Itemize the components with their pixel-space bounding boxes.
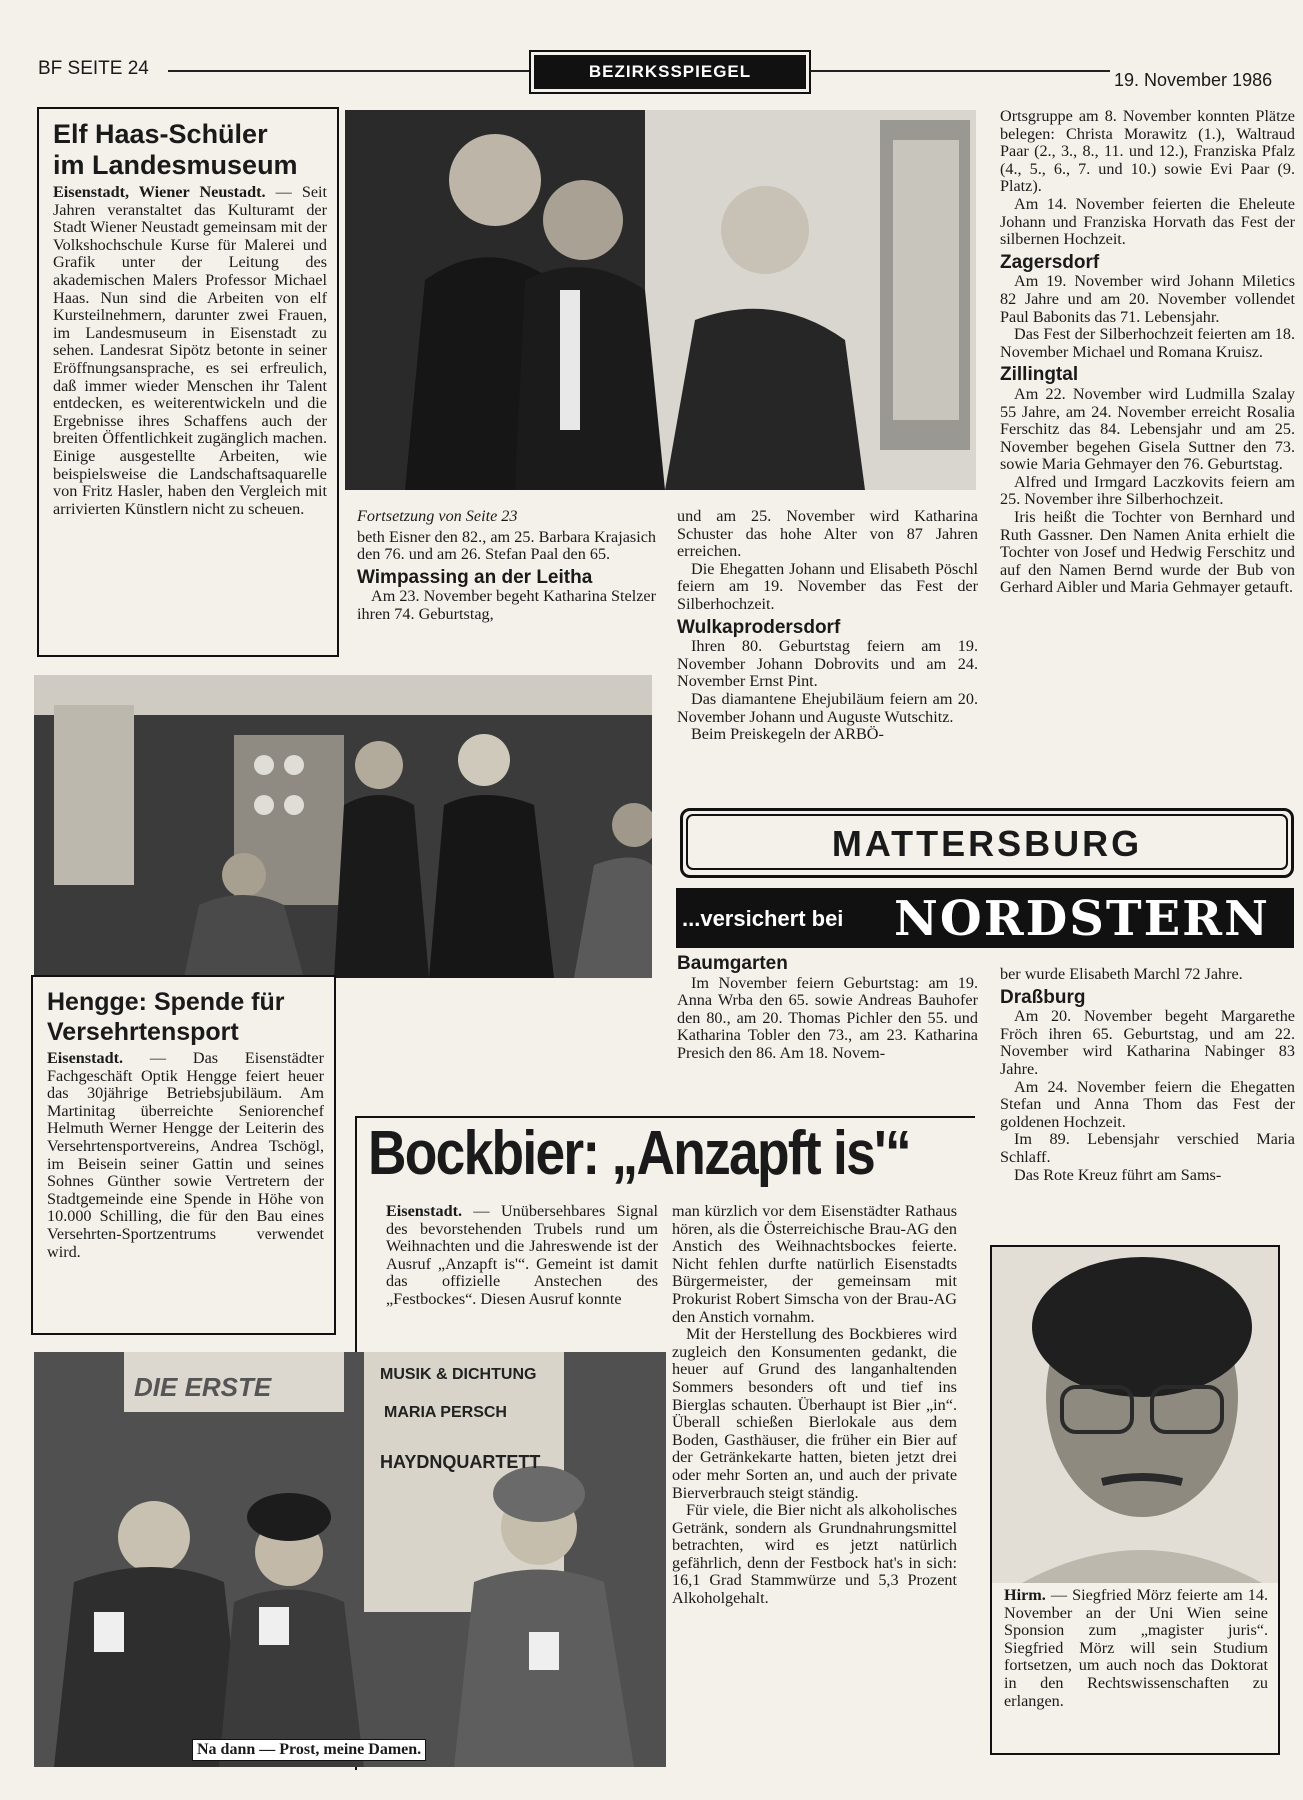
haas-headline	[53, 119, 327, 181]
haas-headline-line2: im Landesmuseum	[53, 150, 298, 180]
col2-p2: Am 23. November begeht Katharina Stelzer ihren 74. Geburtstag,	[357, 587, 656, 623]
col4-p7: Iris heißt die Tochter von Bernhard und Ruth Gassner. Den Namen Anita erhielt die Tochter von Josef und Hedwig Ferschitz und auf den Namen Bernd wurde der Bub von Gerhard Aibler und Maria Gehmayer getauft.	[1000, 508, 1295, 597]
col4b-p1: ber wurde Elisabeth Marchl 72 Jahre.	[1000, 965, 1243, 983]
beer-photo	[34, 1352, 666, 1767]
masthead-rule-right	[810, 70, 1110, 72]
col4-p4: Das Fest der Silberhochzeit feierten am 18. November Michael und Romana Kruisz.	[1000, 325, 1295, 361]
museum-photo-image	[345, 110, 976, 490]
beer-photo-image	[34, 1352, 666, 1767]
heading-drassburg: Draßburg	[1000, 986, 1086, 1008]
moerz-body: — Siegfried Mörz feierte am 14. November an der Uni Wien seine Sponsion zum „magister juris“. Siegfried Mörz will sein Studium fortsetzen, um auch noch das Doktorat in den Rechtswissenschaften zu erlangen.	[1004, 1586, 1268, 1710]
col4-p1: Ortsgruppe am 8. November konnten Plätze belegen: Christa Morawitz (1.), Waltraud Paar (2., 3., 8., 11. und 12.), Franziska Pfalz (4., 5., 6., 7. und 10.) sowie Evi Paar (9. Platz).	[1000, 107, 1295, 196]
beer-photo-poster-3: HAYDNQUARTETT	[380, 1452, 541, 1472]
nordstern-bar	[676, 888, 1294, 948]
hengge-headline-line1: Hengge: Spende für	[47, 988, 285, 1016]
haas-dateline: Eisenstadt, Wiener Neustadt.	[53, 183, 266, 201]
shop-photo	[34, 675, 652, 978]
col4b-p3: Am 24. November feiern die Ehegatten Stefan und Anna Thom das Fest der goldenen Hochzeit.	[1000, 1077, 1295, 1131]
heading-wimpassing: Wimpassing an der Leitha	[357, 566, 593, 588]
col3	[677, 508, 978, 744]
hengge-headline-line2: Versehrtensport	[47, 1018, 239, 1046]
beer-photo-poster-2: MARIA PERSCH	[384, 1404, 507, 1421]
bockbier-col2-p1: man kürzlich vor dem Eisenstädter Rathaus hören, als die Österreichische Brau-AG den Anstich des Weihnachtsbockes feierte. Nicht fehlen durfte natürlich Eisenstadts Bürgermeister, der gemeinsam mit Prokurist Robert Simscha von der Brau-AG den Anstich vornahm.	[672, 1202, 957, 1326]
col4b	[1000, 966, 1295, 1184]
col3-p1: und am 25. November wird Katharina Schuster das hohe Alter von 87 Jahren erreichen.	[677, 507, 978, 561]
col2-continuation	[357, 508, 656, 624]
issue-date: 19. November 1986	[1114, 70, 1273, 90]
heading-zagersdorf: Zagersdorf	[1000, 251, 1100, 273]
section-label: BEZIRKSSPIEGEL	[534, 55, 806, 89]
heading-wulkaprodersdorf: Wulkaprodersdorf	[677, 616, 841, 638]
col3-p3: Ihren 80. Geburtstag feiern am 19. November Johann Dobrovits und am 24. November Ernst Pint.	[677, 637, 978, 691]
col4-p5: Am 22. November wird Ludmilla Szalay 55 Jahre, am 24. November erreicht Rosalia Ferschitz das 84. Lebensjahr und am 25. November begehen Gisela Suttner den 73. sowie Maria Gehmayer den 76. Geburtstag.	[1000, 384, 1295, 474]
page-folio: BF SEITE 24	[38, 58, 149, 79]
baumgarten-p: Im November feiern Geburtstag: am 19. Anna Wrba den 65. sowie Andreas Bauhofer den 80., am 20. Thomas Pichler den 55. und Katharina Tobler den 73., am 23. Katharina Presich den 86. Am 18. Novem-	[677, 973, 978, 1062]
nordstern-prefix: ...versichert bei	[682, 906, 844, 931]
moerz-caption	[992, 1583, 1278, 1710]
col4-p2: Am 14. November feierten die Eheleute Johann und Franziska Horvath das Fest der silbernen Hochzeit.	[1000, 194, 1295, 249]
continued-note: Fortsetzung von Seite 23	[357, 507, 518, 525]
col4	[1000, 108, 1295, 597]
bockbier-col2-p2: Mit der Herstellung des Bockbieres wird zugleich den Konsumenten gedankt, die heuer auf Grund des langanhaltenden Sommers besonders oft und tief ins Bierglas schauten. Überhaupt ist Bier „in“. Überall schießen Bierlokale aus dem Boden, Gasthäuser, die früher ein Bier auf der Getränkekarte hatten, bieten jetzt drei oder mehr Sorten an, und auch der private Bierverbrauch steigt ständig.	[672, 1325, 957, 1502]
beer-photo-poster-1: MUSIK & DICHTUNG	[380, 1366, 537, 1383]
haas-article-box	[37, 107, 339, 657]
heading-baumgarten: Baumgarten	[677, 953, 788, 974]
moerz-dateline: Hirm.	[1004, 1586, 1046, 1604]
col4b-p5: Das Rote Kreuz führt am Sams-	[1014, 1165, 1222, 1184]
museum-photo	[345, 110, 976, 490]
hengge-headline	[47, 987, 324, 1047]
col4-p3: Am 19. November wird Johann Miletics 82 Jahre und am 20. November vollendet Paul Babonits das 71. Lebensjahr.	[1000, 272, 1295, 326]
beer-photo-sign: DIE ERSTE	[134, 1372, 272, 1402]
bockbier-col2-p3: Für viele, die Bier nicht als alkoholisches Getränk, sondern als Grundnahrungsmittel betrachten, wird es jetzt natürlich gefährlich, denn der Festbock hat's in sich: 16,1 Grad Stammwürze und 5,3 Prozent Alkoholgehalt.	[672, 1501, 957, 1608]
shop-photo-image	[34, 675, 652, 978]
hengge-dateline: Eisenstadt.	[47, 1049, 124, 1067]
moerz-portrait	[992, 1247, 1278, 1583]
hengge-body-text: — Das Eisenstädter Fachgeschäft Optik Hengge feiert heuer das 30jährige Betriebsjubiläum. Am Martinitag überreichte Seniorenchef Helmuth Werner Hengge der Leiterin des Versehrtensportvereins, Andrea Tschögl, im Beisein seiner Gattin und seines Sohnes Günther sowie Vertretern der Stadtgemeinde eine Spende in Höhe von 10.000 Schilling, die für den Bau eines Versehrten-Sportzentrums verwendet wird.	[47, 1049, 324, 1261]
heading-zillingtal: Zillingtal	[1000, 364, 1079, 386]
col3-p2: Die Ehegatten Johann und Elisabeth Pöschl feiern am 19. November das Fest der Silberhochzeit.	[677, 559, 978, 613]
haas-body	[53, 184, 327, 518]
col2-p1: beth Eisner den 82., am 25. Barbara Krajasich den 76. und am 26. Stefan Paal den 65.	[357, 527, 656, 564]
bockbier-headline: Bockbier: „Anzapft is'“	[368, 1119, 910, 1188]
col3-p5: Beim Preiskegeln der ARBÖ-	[691, 725, 884, 744]
nordstern-logo: NORDSTERN	[894, 891, 1270, 947]
bockbier-col1	[386, 1203, 658, 1309]
mattersburg-banner	[680, 808, 1294, 878]
col4-p6: Alfred und Irmgard Laczkovits feiern am 25. November ihre Silberhochzeit.	[1000, 472, 1295, 509]
hengge-body	[47, 1050, 324, 1261]
bockbier-dateline: Eisenstadt.	[386, 1202, 463, 1220]
moerz-box	[990, 1245, 1280, 1755]
col3-p4: Das diamantene Ehejubiläum feiern am 20. November Johann und Auguste Wutschitz.	[677, 689, 978, 726]
bockbier-col2	[672, 1203, 957, 1608]
beer-photo-caption: Na dann — Prost, meine Damen.	[192, 1739, 426, 1761]
masthead-rule-left	[168, 70, 532, 72]
hengge-article-box	[31, 975, 336, 1335]
col4b-p2: Am 20. November begeht Margarethe Fröch ihren 65. Geburtstag, und am 22. November wird Katharina Nabinger 83 Jahre.	[1000, 1007, 1295, 1078]
haas-headline-line1: Elf Haas-Schüler	[53, 119, 268, 149]
baumgarten	[677, 955, 978, 1063]
mattersburg-title: MATTERSBURG	[686, 814, 1288, 870]
bockbier-col1-text: — Unübersehbares Signal des bevorstehenden Trubels rund um Weihnachten und die Jahreswende ist der Ausruf „Anzapft is'“. Gemeint ist damit das offizielle Anstechen des „Festbockes“. Diesen Ausruf konnte	[386, 1202, 659, 1308]
col4b-p4: Im 89. Lebensjahr verschied Maria Schlaff.	[1000, 1130, 1295, 1166]
haas-body-text: — Seit Jahren veranstaltet das Kulturamt der Stadt Wiener Neustadt gemeinsam mit der Volkshochschule Kurse für Malerei und Grafik unter der Leitung des akademischen Malers Professor Michael Haas. Nun sind die Arbeiten von elf Kursteilnehmern, darunter zwei Frauen, im Landesmuseum in Eisenstadt zu sehen. Landesrat Sipötz betonte in seiner Eröffnungsansprache, es sei erfreulich, daß immer wieder Menschen ihr Talent entdecken, es weiterentwickeln und die Ergebnisse ihres Schaffens auch der breiten Öffentlichkeit zugänglich machen. Einige ausgestellte Arbeiten, wie beispielsweise die Landschaftsaquarelle von Fritz Hasler, haben den Vergleich mit arrivierten Künstlern nicht zu scheuen.	[53, 183, 327, 518]
